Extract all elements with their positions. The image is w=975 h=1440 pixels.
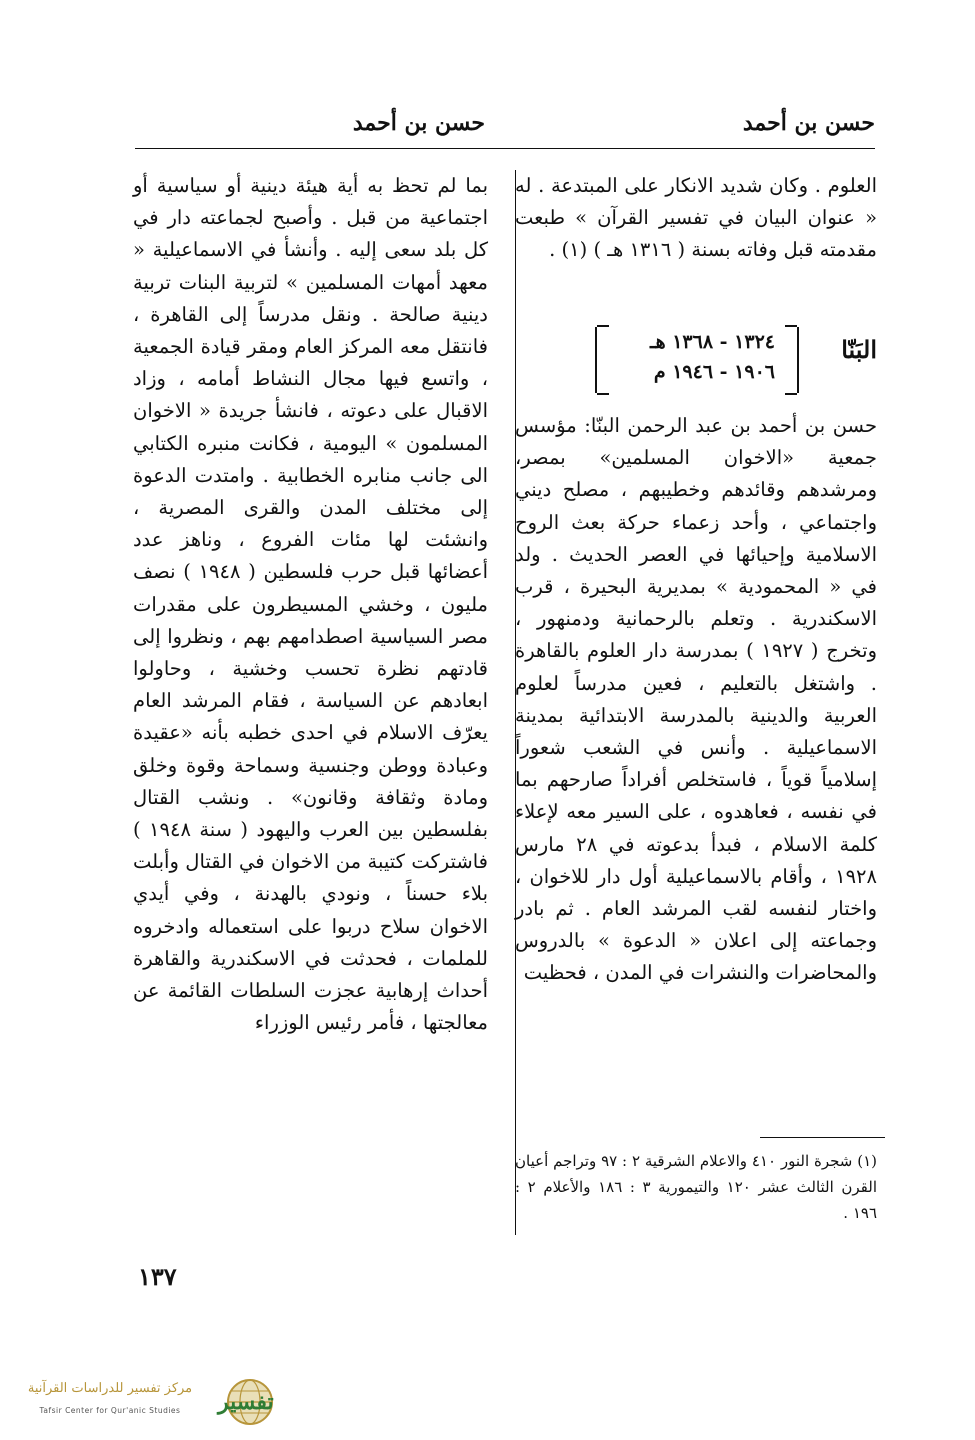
footnote-rule (760, 1137, 885, 1138)
publisher-logo (10, 1375, 300, 1430)
dates-gregorian: ١٩٠٦ - ١٩٤٦ م (653, 361, 775, 383)
footnote: (١) شجرة النور ٤١٠ والاعلام الشرقية ٢ : ٩٧ وتراجم أعيان القرن الثالث عشر ١٢٠ والتيمورية ٣ : ١٨٦ والأعلام ٢ : ١٩٦ . (515, 1152, 878, 1222)
logo-title: مركز تفسير للدراسات القرآنية (27, 1381, 193, 1396)
entry-name: البَنّا (841, 335, 877, 364)
running-head-right: حسن بن أحمد (742, 110, 875, 136)
page-number: ١٣٧ (138, 1262, 177, 1291)
running-head-left: حسن بن أحمد (352, 110, 485, 136)
header-rule (135, 148, 875, 149)
dates-bracket (595, 327, 799, 393)
paragraph-prev-entry: العلوم . وكان شديد الانكار على المبتدعة . له « عنوان البيان في تفسير القرآن » طبعت مقدمته قبل وفاته بسنة ( ١٣١٦ هـ ) (١) . (515, 174, 877, 262)
entry-header (515, 327, 877, 397)
left-column (133, 170, 488, 1039)
logo-mark: تفسير (218, 1389, 274, 1415)
right-column-top (515, 170, 877, 267)
logo-subtitle: Tafsir Center for Qur'anic Studies (39, 1406, 181, 1415)
paragraph-entry-body: حسن بن أحمد بن عبد الرحمن البنّا: مؤسس جمعية «الاخوان المسلمين» بمصر، ومرشدهم وقائدهم وخطيبهم ، مصلح ديني واجتماعي ، وأحد زعماء حركة بعث الروح الاسلامية وإحيائها في العصر الحديث . ولد في « المحمودية » بمديرية البحيرة ، قرب الاسكندرية . وتعلم بالرحمانية ودمنهور ، وتخرج ( ١٩٢٧ ) بمدرسة دار العلوم بالقاهرة . واشتغل بالتعليم ، فعين مدرساً لعلوم العربية والدينية بالمدرسة الابتدائية بمدينة الاسماعيلية . وأنس في الشعب شعوراً إسلامياً قوياً ، فاستخلص أفراداً صارحهم بما في نفسه ، فعاهدوه ، على السير معه لإعلاء كلمة الاسلام ، فبدأ بدعوته في ٢٨ مارس ١٩٢٨ ، وأقام بالاسماعيلية أول دار للاخوان ، واختار لنفسه لقب المرشد العام . ثم بادر وجماعته إلى اعلان « الدعوة » بالدروس والمحاضرات والنشرات في المدن ، فحظيت (515, 414, 877, 985)
paragraph-continued: بما لم تحظ به أية هيئة دينية أو سياسية أو اجتماعية من قبل . وأصبح لجماعته دار في كل بلد سعى إليه . وأنشأ في الاسماعيلية « معهد أمهات المسلمين » لتربية البنات تربية دينية صالحة . ونقل مدرساً إلى القاهرة ، فانتقل معه المركز العام ومقر قيادة الجمعية ، واتسع فيها مجال النشاط أمامه ، وزاد الاقبال على دعوته ، فانشأ جريدة « الاخوان المسلمون » اليومية ، فكانت منبره الكتابي الى جانب منابره الخطابية . وامتدت الدعوة إلى مختلف المدن والقرى المصرية ، وانشئت لها مئات الفروع ، وناهز عدد أعضائها قبل حرب فلسطين ( ١٩٤٨ ) نصف مليون ، وخشي المسيطرون على مقدرات مصر السياسية اصطدامهم بهم ، ونظروا إلى قادتهم نظرة تحسب وخشية ، وحاولوا ابعادهم عن السياسة ، فقام المرشد العام يعرّف الاسلام في احدى خطبه بأنه «عقيدة وعبادة ووطن وجنسية وسماحة وقوة وخلق ومادة وثقافة وقانون» . ونشب القتال بفلسطين بين العرب واليهود ( سنة ١٩٤٨ ) فاشتركت كتيبة من الاخوان في القتال وأبلت بلاء حسناً ، ونودي بالهدنة ، وفي أيدي الاخوان سلاح دربوا على استعماله وادخروه للملمات ، فحدثت في الاسكندرية والقاهرة أحداث إرهابية عجزت السلطات القائمة عن معالجتها ، فأمر رئيس الوزراء (133, 174, 488, 1035)
right-column-body (515, 410, 877, 990)
dates-hijri: ١٣٢٤ - ١٣٦٨ هـ (650, 331, 775, 353)
